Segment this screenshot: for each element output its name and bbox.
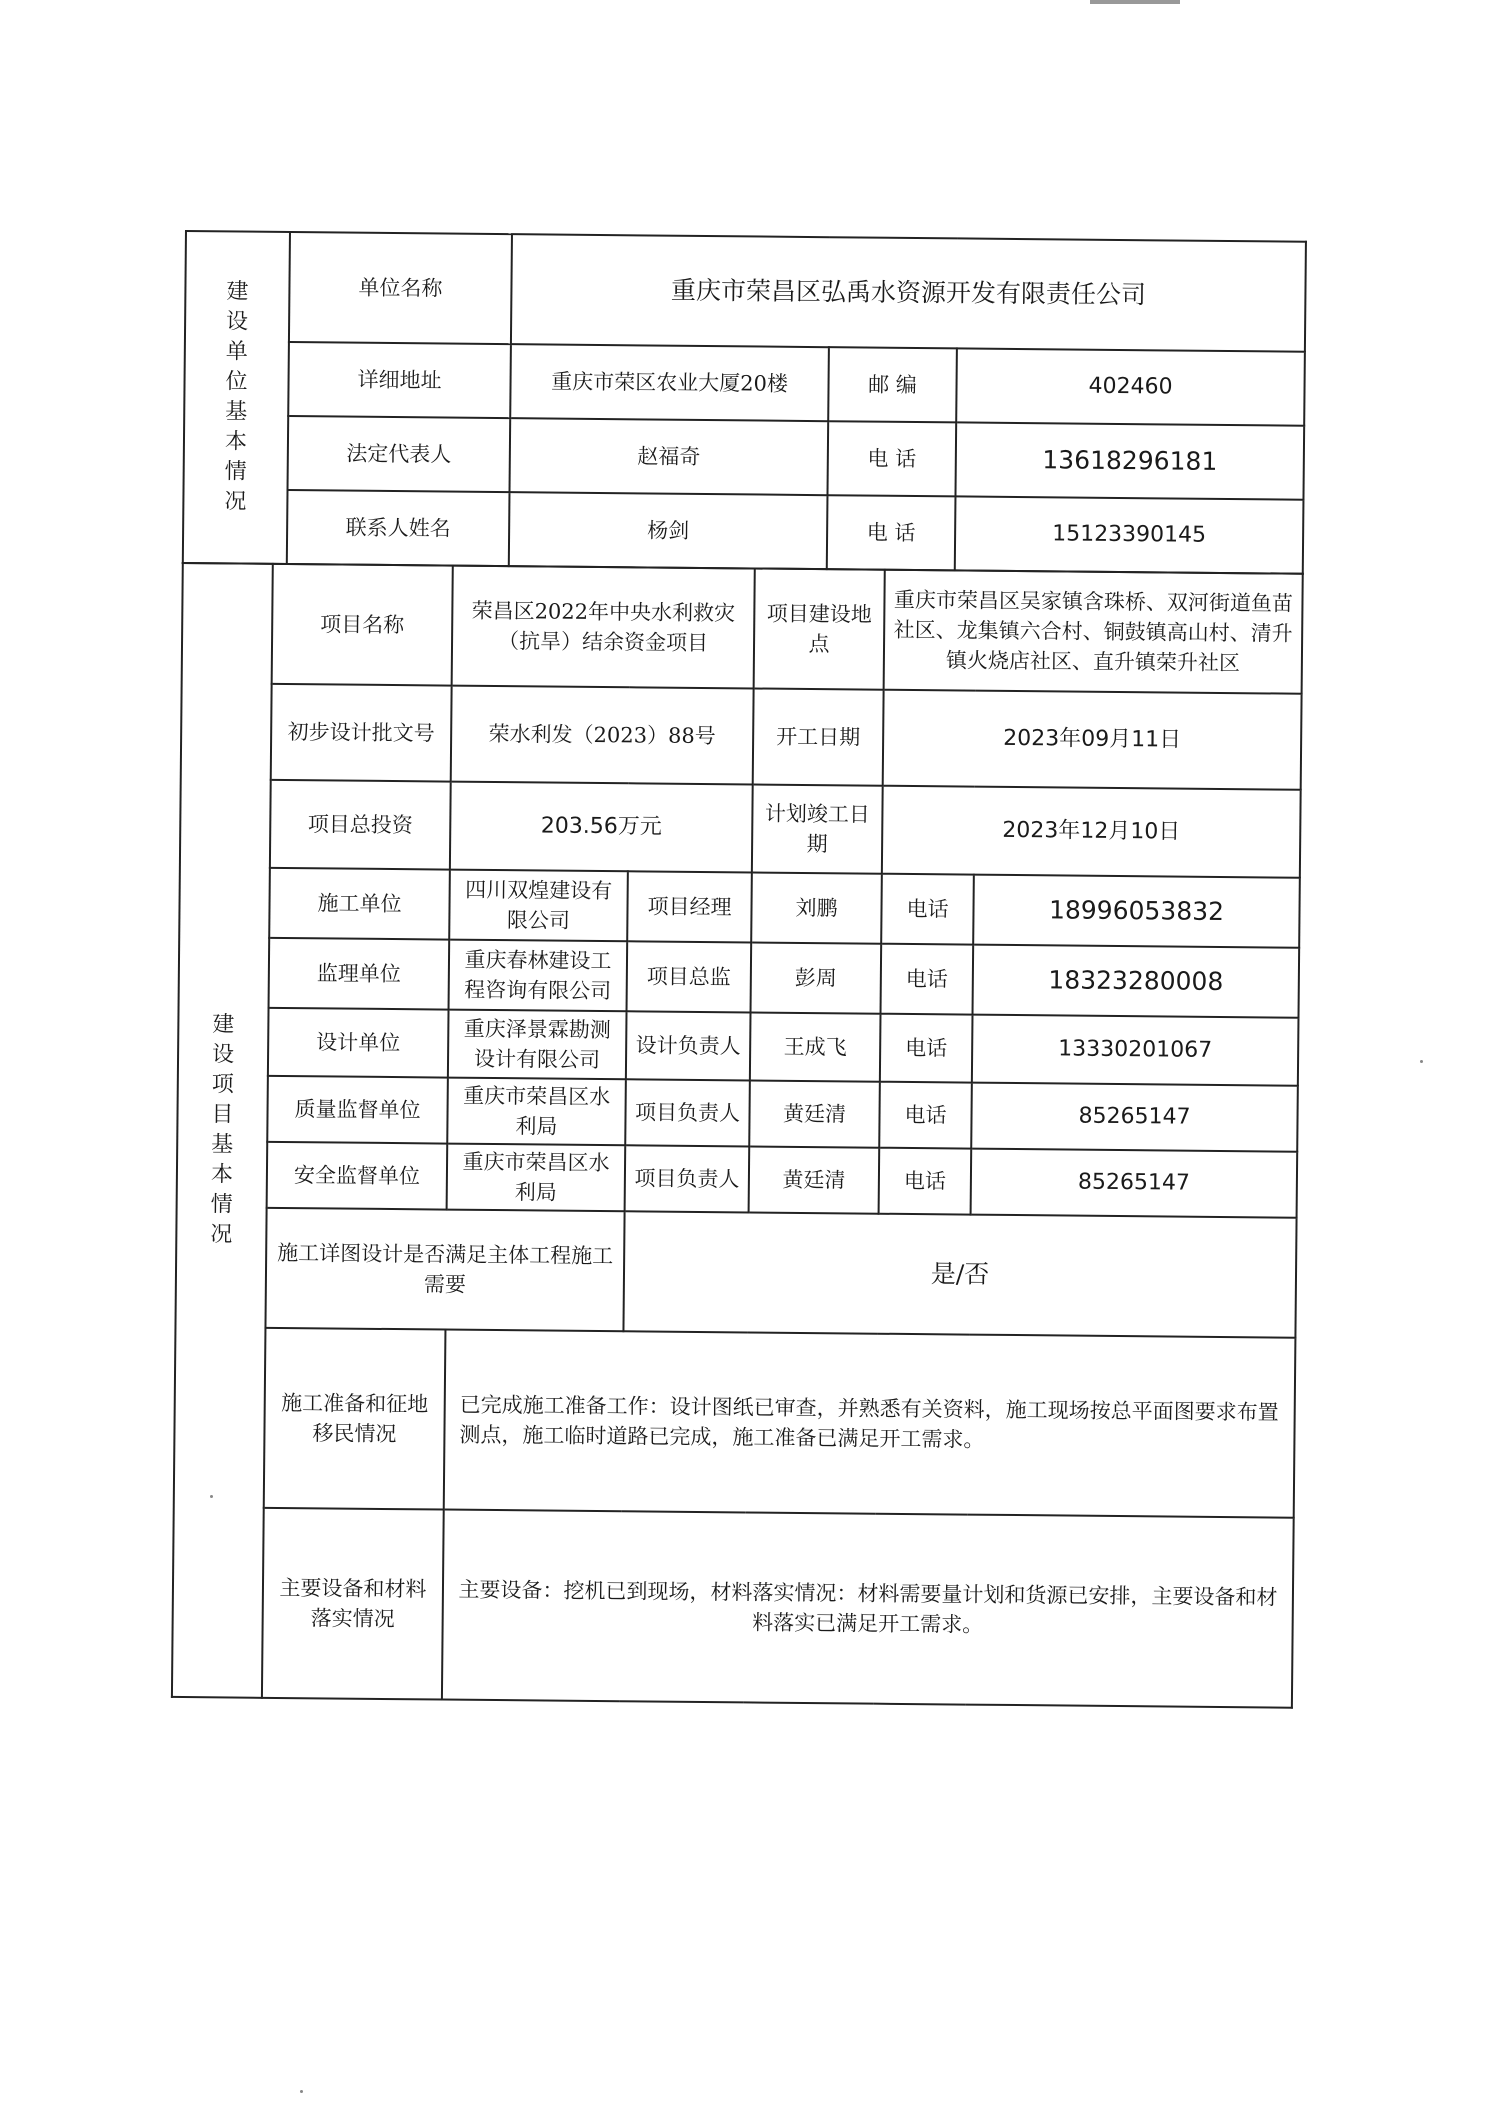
legal-rep-value: 赵福奇 [509, 418, 828, 495]
legal-rep-label: 法定代表人 [288, 416, 511, 492]
party-role: 安全监督单位 [267, 1142, 448, 1210]
party-role: 设计单位 [268, 1008, 449, 1078]
project-site-label: 项目建设地点 [754, 568, 885, 689]
contact-label: 联系人姓名 [287, 490, 510, 566]
party-row [178, 1007, 1299, 1086]
party-person: 彭周 [751, 942, 882, 1013]
equipment-label: 主要设备和材料落实情况 [262, 1508, 444, 1700]
finish-date-value: 2023年12月10日 [882, 786, 1301, 878]
scan-speck [1420, 1060, 1423, 1063]
party-title: 项目负责人 [625, 1145, 750, 1212]
detail-design-value: 是/否 [623, 1211, 1296, 1337]
postcode-value: 402460 [956, 348, 1305, 425]
contact-phone-value: 15123390145 [955, 496, 1304, 573]
party-phone-label: 电话 [880, 1014, 973, 1083]
scan-mark [1090, 0, 1180, 4]
party-title: 项目负责人 [625, 1079, 750, 1146]
investment-label: 项目总投资 [270, 780, 451, 870]
scan-speck [300, 2090, 303, 2093]
party-phone: 85265147 [971, 1083, 1298, 1152]
info-form [170, 230, 1305, 1761]
party-phone-label: 电话 [881, 874, 974, 945]
start-date-value: 2023年09月11日 [883, 690, 1302, 790]
project-name-value: 荣昌区2022年中央水利救灾（抗旱）结余资金项目 [452, 566, 755, 689]
preparation-label: 施工准备和征地移民情况 [264, 1328, 446, 1510]
unit-name-value: 重庆市荣昌区弘禹水资源开发有限责任公司 [511, 234, 1306, 352]
party-row [177, 1075, 1298, 1152]
party-role: 施工单位 [269, 868, 450, 940]
unit-section-label: 建设单位基本情况 [183, 231, 290, 564]
finish-date-label: 计划竣工日期 [752, 784, 883, 873]
unit-table [182, 230, 1307, 575]
party-row [179, 867, 1300, 948]
project-table [171, 562, 1304, 1709]
party-org: 重庆市荣昌区水利局 [447, 1078, 626, 1146]
party-row [179, 937, 1300, 1018]
project-site-value: 重庆市荣昌区吴家镇含珠桥、双河街道鱼苗社区、龙集镇六合村、铜鼓镇高山村、清升镇火烧店社区、直升镇荣升社区 [884, 570, 1303, 694]
party-role: 监理单位 [269, 938, 450, 1010]
party-person: 刘鹏 [751, 872, 882, 943]
project-section-label: 建设项目基本情况 [172, 563, 273, 1698]
address-label: 详细地址 [288, 342, 511, 418]
party-phone-label: 电话 [879, 1148, 972, 1215]
party-phone: 18323280008 [973, 945, 1300, 1018]
party-person: 黄廷清 [749, 1080, 880, 1147]
party-person: 王成飞 [750, 1012, 881, 1081]
party-title: 项目经理 [627, 871, 752, 942]
party-org: 四川双煌建设有限公司 [449, 870, 628, 942]
party-phone: 18996053832 [973, 875, 1300, 948]
project-name-label: 项目名称 [272, 564, 453, 686]
approval-label: 初步设计批文号 [271, 684, 452, 782]
party-org: 重庆春林建设工程咨询有限公司 [449, 940, 628, 1012]
party-row [177, 1141, 1298, 1218]
preparation-value: 已完成施工准备工作：设计图纸已审查，并熟悉有关资料，施工现场按总平面图要求布置测点，施工临时道路已完成，施工准备已满足开工需求。 [444, 1330, 1296, 1518]
legal-phone-value: 13618296181 [955, 422, 1304, 499]
party-person: 黄廷清 [749, 1146, 880, 1213]
party-org: 重庆泽景霖勘测设计有限公司 [448, 1010, 627, 1080]
legal-phone-label: 电 话 [827, 421, 956, 496]
party-role: 质量监督单位 [267, 1076, 448, 1144]
address-value: 重庆市荣区农业大厦20楼 [510, 344, 829, 421]
party-title: 项目总监 [627, 941, 752, 1012]
unit-name-label: 单位名称 [289, 232, 512, 344]
party-title: 设计负责人 [626, 1011, 751, 1080]
postcode-label: 邮 编 [828, 347, 957, 422]
investment-value: 203.56万元 [450, 782, 753, 873]
equipment-value: 主要设备：挖机已到现场，材料落实情况：材料需要量计划和货源已安排，主要设备和材料落实已满足开工需求。 [442, 1510, 1294, 1708]
party-phone-label: 电话 [879, 1082, 972, 1149]
party-phone: 13330201067 [972, 1015, 1299, 1086]
party-phone: 85265147 [971, 1149, 1298, 1218]
party-phone-label: 电话 [881, 944, 974, 1015]
detail-design-label: 施工详图设计是否满足主体工程施工需要 [265, 1208, 624, 1331]
approval-value: 荣水利发（2023）88号 [451, 686, 754, 785]
contact-phone-label: 电 话 [827, 495, 956, 570]
start-date-label: 开工日期 [753, 688, 884, 785]
party-org: 重庆市荣昌区水利局 [447, 1144, 626, 1212]
contact-value: 杨剑 [509, 492, 828, 569]
